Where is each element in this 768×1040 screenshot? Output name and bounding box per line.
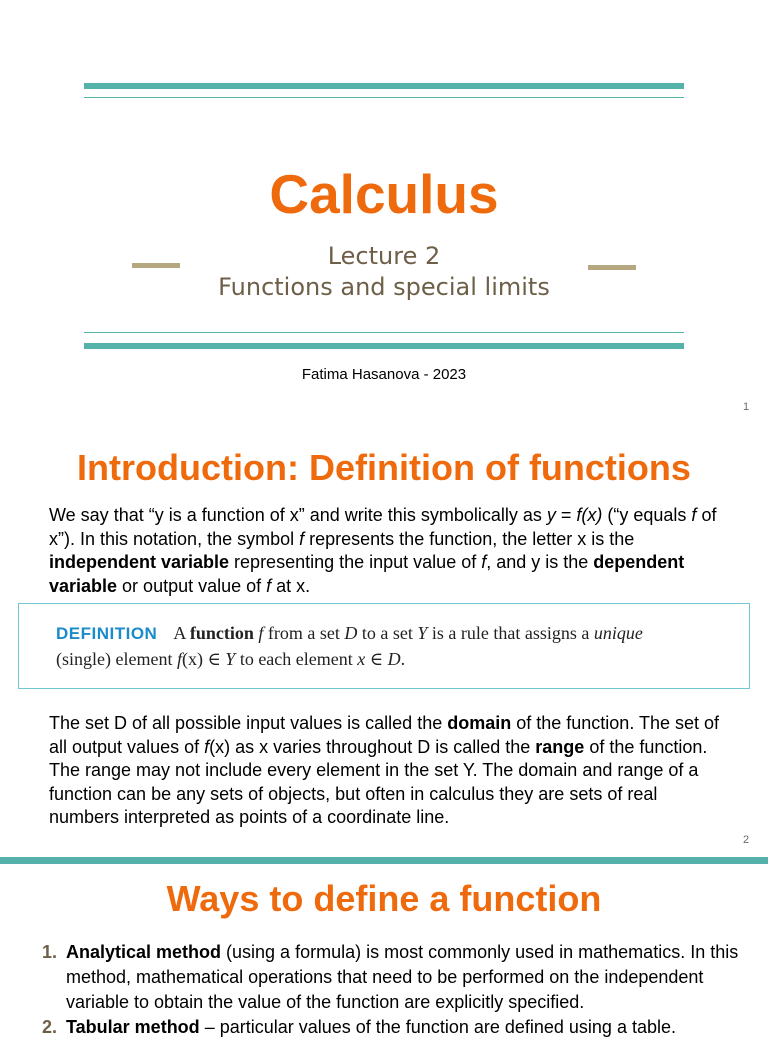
slide-separator [0, 857, 768, 864]
p1-eq-fx: f(x) [576, 505, 603, 525]
subtitle-line-2: Functions and special limits [218, 273, 550, 301]
p2-f-symbol: f [204, 736, 210, 757]
def-set-d: D [344, 623, 358, 643]
p1-text-b: (“y equals [602, 505, 692, 525]
subtitle-line-1: Lecture 2 [327, 242, 441, 270]
author-credit: Fatima Hasanova - 2023 [301, 366, 467, 383]
p1-dependent-variable: dependent variable [49, 552, 685, 596]
list-item [42, 1015, 742, 1040]
p1-independent-variable: independent variable [49, 552, 230, 572]
p2-text-b: of the function. The set of all output values of [49, 713, 720, 757]
page-number-2: 2 [743, 834, 750, 846]
definition-line-1 [56, 623, 643, 644]
def-text: A [173, 623, 190, 643]
slide2-title: Introduction: Definition of functions [77, 447, 691, 488]
page-number-1: 1 [743, 401, 750, 413]
ways-list [42, 940, 742, 1040]
definition-line-2 [56, 649, 405, 670]
p2-domain-term: domain [447, 713, 512, 733]
slide1-subtitle [0, 241, 768, 303]
list-item-text: – particular values of the function are defined using a table. [199, 1017, 676, 1037]
list-number: 1. [42, 942, 58, 962]
def-unique: unique [593, 623, 643, 643]
title-top-thick-rule [84, 83, 684, 89]
def-text: . [400, 649, 406, 669]
p2-text-c: (x) as x varies throughout D is called the [209, 736, 536, 757]
p1-eq-y: y [546, 505, 556, 525]
def-text: (x) ∈ [181, 649, 226, 669]
p1-text-a: We say that “y is a function of x” and write this symbolically as [49, 505, 547, 525]
p2-text-d: of the function. The range may not include every element in the set Y. The domain and range of a function can be any sets of objects, but often in calculus they are sets of real numbers interpreted as points of a coordinate line. [49, 736, 708, 827]
def-text: from a set [263, 623, 345, 643]
def-x: x [357, 649, 366, 669]
def-text: ∈ [365, 649, 388, 669]
def-f-symbol: f [176, 649, 182, 669]
title-top-thin-rule [84, 97, 684, 98]
def-set-y: Y [417, 623, 428, 643]
def-text: to each element [235, 649, 358, 669]
definition-label: DEFINITION [56, 624, 158, 643]
intro-paragraph [49, 504, 729, 598]
def-function-term: function [189, 623, 254, 643]
definition-box [18, 603, 750, 689]
slide3-title: Ways to define a function [166, 878, 602, 919]
def-text: is a rule that assigns a [427, 623, 594, 643]
def-text: (single) element [56, 649, 177, 669]
p1-text-h: or output value of [117, 575, 267, 596]
p1-f-symbol: f [481, 552, 487, 572]
def-set-d: D [387, 649, 401, 669]
list-item-term: Analytical method [66, 942, 222, 962]
def-f-symbol: f [253, 623, 264, 643]
def-text: to a set [357, 623, 418, 643]
p2-range-term: range [535, 736, 585, 757]
list-item-term: Tabular method [66, 1017, 200, 1037]
domain-range-paragraph [49, 712, 729, 830]
list-item-text: (using a formula) is most commonly used in mathematics. In this method, mathematical operations that need to be performed on the independent variable to obtain the value of the function are explicitly specified. [66, 942, 739, 1012]
list-number: 2. [42, 1017, 58, 1037]
p1-f-symbol: f [299, 528, 305, 549]
slide1-title: Calculus [269, 163, 499, 225]
p1-text-e: representing the input value of [229, 552, 482, 572]
p1-text-c: of x”). In this notation, the symbol [49, 505, 717, 549]
p1-text-d: represents the function, the letter x is the [304, 528, 635, 549]
p2-text-a: The set D of all possible input values is called the [49, 713, 448, 733]
title-bottom-thick-rule [84, 343, 684, 349]
title-bottom-thin-rule [84, 332, 684, 333]
def-set-y: Y [225, 649, 236, 669]
p1-text-i: at x. [271, 575, 311, 596]
p1-f-symbol: f [266, 575, 272, 596]
p1-eq-mid: = [555, 505, 577, 525]
p1-f-symbol: f [691, 505, 697, 525]
list-item [42, 940, 742, 1015]
p1-text-g: , and y is the [486, 552, 594, 572]
